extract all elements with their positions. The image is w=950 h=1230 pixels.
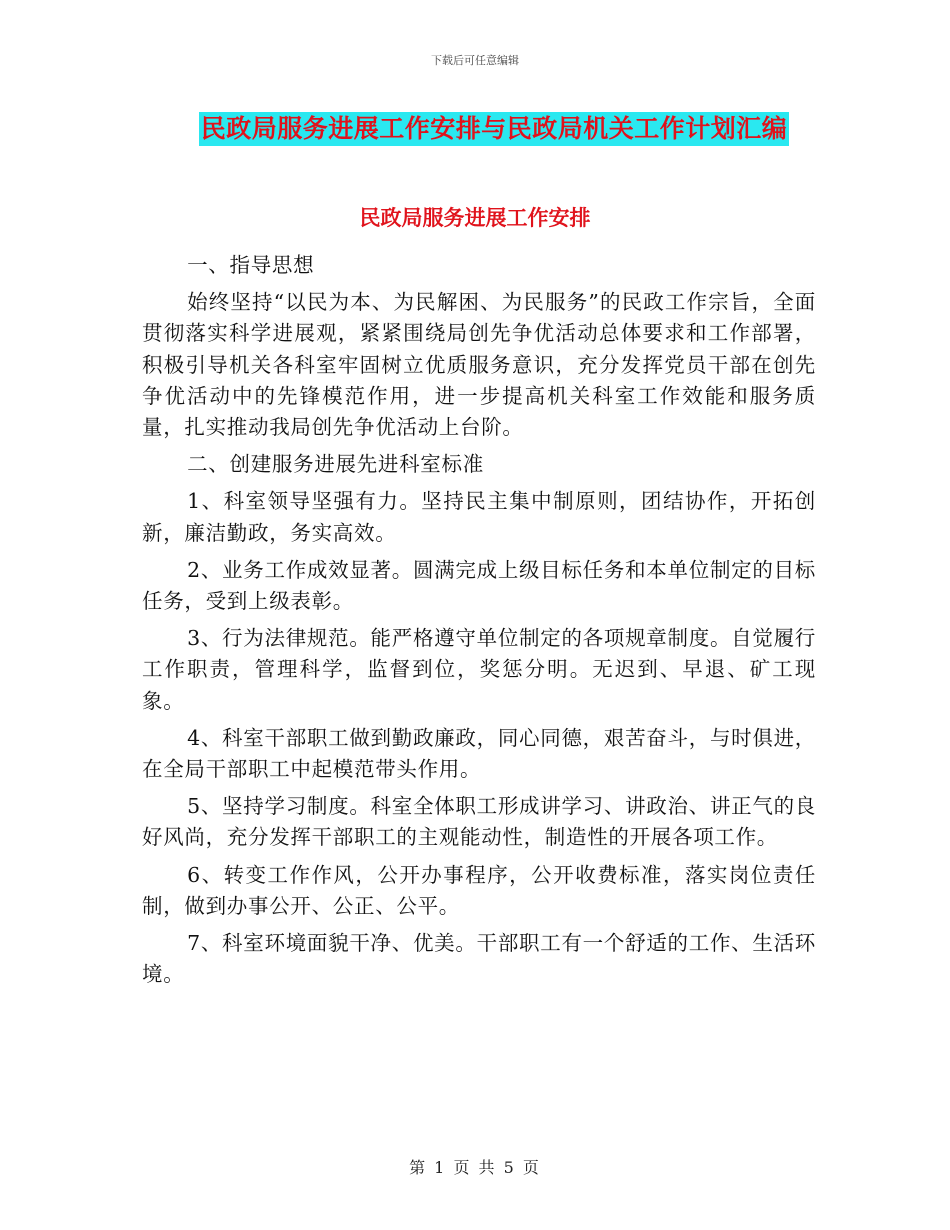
list-item: 4、科室干部职工做到勤政廉政，同心同德，艰苦奋斗，与时俱进，在全局干部职工中起模范带头作用。 [142,725,816,782]
list-item: 2、业务工作成效显著。圆满完成上级目标任务和本单位制定的目标任务，受到上级表彰。 [142,557,816,614]
list-item: 5、坚持学习制度。科室全体职工形成讲学习、讲政治、讲正气的良好风尚，充分发挥干部职工的主观能动性，制造性的开展各项工作。 [142,794,816,850]
document-title: 民政局服务进展工作安排与民政局机关工作计划汇编 [199,112,790,146]
header-note: 下载后可任意编辑 [431,54,519,67]
document-title-container [0,112,950,146]
section-title: 民政局服务进展工作安排 [359,206,591,230]
list-item: 1、科室领导坚强有力。坚持民主集中制原则，团结协作，开拓创新，廉洁勤政，务实高效。 [142,489,816,545]
heading-guiding-ideology: 一、指导思想 [187,253,315,277]
page-footer: 第 1 页 共 5 页 [409,1158,541,1177]
document-body [142,250,816,996]
list-item: 7、科室环境面貌干净、优美。干部职工有一个舒适的工作、生活环境。 [142,931,816,987]
heading-standards: 二、创建服务进展先进科室标准 [187,452,484,477]
paragraph: 始终坚持“以民为本、为民解困、为民服务”的民政工作宗旨，全面贯彻落实科学进展观，紧紧围绕局创先争优活动总体要求和工作部署，积极引导机关各科室牢固树立优质服务意识，充分发挥党员干部在创先争优活动中的先锋模范作用，进一步提高机关科室工作效能和服务质量，扎实推动我局创先争优活动上台阶。 [142,290,816,440]
list-item: 6、转变工作作风，公开办事程序，公开收费标准，落实岗位责任制，做到办事公开、公正、公平。 [142,862,816,918]
list-item: 3、行为法律规范。能严格遵守单位制定的各项规章制度。自觉履行工作职责，管理科学，监督到位，奖惩分明。无迟到、早退、矿工现象。 [142,626,816,713]
